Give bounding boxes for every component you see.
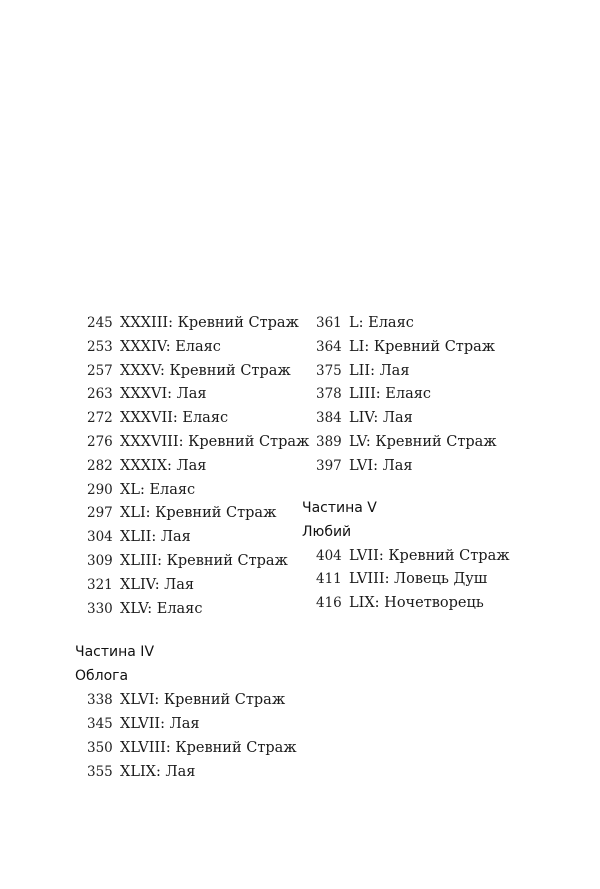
page-number: 355	[87, 763, 113, 780]
page-number: 282	[87, 457, 113, 474]
chapter-title: XXXVIII: Кревний Страж	[120, 433, 310, 450]
toc-entry	[87, 336, 307, 360]
toc-entry	[316, 592, 546, 616]
page-number: 345	[87, 716, 113, 733]
toc-entry	[87, 574, 307, 598]
chapter-title: XXXVII: Елаяс	[120, 410, 229, 427]
toc-entry	[87, 383, 307, 407]
part-name: Облога	[75, 668, 129, 685]
toc-list	[87, 689, 307, 784]
toc-entry	[87, 312, 307, 336]
page-number: 375	[316, 362, 342, 379]
page-number: 361	[316, 315, 342, 331]
page-number: 378	[316, 386, 342, 403]
chapter-title: XLVII: Лая	[120, 716, 200, 733]
toc-entry	[316, 545, 546, 569]
toc-entry	[316, 336, 546, 360]
toc-entry	[316, 568, 546, 592]
chapter-title: XLI: Кревний Страж	[120, 505, 277, 522]
part-label: Частина V	[302, 499, 377, 516]
toc-entry	[87, 737, 307, 761]
chapter-title: LIX: Ночетворець	[349, 595, 484, 612]
page-number: 257	[87, 362, 113, 379]
page-number: 404	[316, 547, 342, 564]
chapter-title: LVI: Лая	[349, 457, 413, 474]
toc-entry	[87, 713, 307, 737]
toc-entry	[87, 550, 307, 574]
chapter-title: XXXV: Кревний Страж	[120, 362, 291, 379]
chapter-title: LIII: Елаяс	[349, 386, 432, 403]
page-number: 397	[316, 457, 342, 474]
page-number: 389	[316, 433, 342, 450]
chapter-title: XL: Елаяс	[120, 481, 196, 498]
page-number: 304	[87, 529, 113, 546]
chapter-title: XLII: Лая	[120, 529, 191, 546]
part-label: Частина IV	[75, 644, 155, 661]
page-number: 253	[87, 338, 113, 355]
page-number: 364	[316, 338, 342, 355]
chapter-title: XLV: Елаяс	[120, 600, 203, 617]
page-number: 338	[87, 692, 113, 709]
page-number: 416	[316, 595, 342, 612]
toc-entry	[316, 383, 546, 407]
toc-entry	[87, 598, 307, 622]
toc-entry	[87, 360, 307, 384]
toc-entry	[87, 502, 307, 526]
toc-entry	[87, 689, 307, 713]
toc-entry	[87, 455, 307, 479]
part-heading-v	[302, 497, 546, 543]
chapter-title: XXXIII: Кревний Страж	[120, 315, 299, 331]
chapter-title: LVIII: Ловець Душ	[349, 571, 488, 588]
page-number: 290	[87, 481, 113, 498]
chapter-title: LV: Кревний Страж	[349, 433, 497, 450]
toc-entry	[87, 761, 307, 785]
part-heading-iv	[75, 641, 307, 687]
toc-entry	[87, 479, 307, 503]
chapter-title: LI: Кревний Страж	[349, 338, 496, 355]
chapter-title: XLIV: Лая	[120, 576, 195, 593]
chapter-title: XLVIII: Кревний Страж	[120, 739, 297, 756]
page-number: 384	[316, 410, 342, 427]
chapter-title: XLVI: Кревний Страж	[120, 692, 286, 709]
toc-list	[87, 312, 310, 621]
chapter-title: XXXVI: Лая	[120, 386, 207, 403]
toc-entry	[316, 407, 546, 431]
chapter-title: LII: Лая	[349, 362, 410, 379]
chapter-title: XXXIV: Елаяс	[120, 338, 221, 355]
toc-list	[316, 545, 546, 616]
toc-entry	[87, 431, 310, 455]
toc-entry	[87, 407, 307, 431]
toc-entry	[316, 431, 546, 455]
toc-column-left	[75, 312, 310, 785]
page-number: 330	[87, 600, 113, 617]
toc-entry	[87, 526, 307, 550]
chapter-title: LIV: Лая	[349, 410, 413, 427]
page-number: 272	[87, 410, 113, 427]
chapter-title: L: Елаяс	[349, 315, 414, 331]
toc-column-right	[302, 312, 546, 616]
page-number: 350	[87, 739, 113, 756]
chapter-title: XLIX: Лая	[120, 763, 196, 780]
toc-entry	[316, 360, 546, 384]
toc-entry	[316, 312, 546, 336]
chapter-title: XXXIX: Лая	[120, 457, 207, 474]
page-number: 321	[87, 576, 113, 593]
chapter-title: XLIII: Кревний Страж	[120, 552, 288, 569]
part-name: Любий	[302, 523, 352, 540]
page-number: 276	[87, 433, 113, 450]
chapter-title: LVII: Кревний Страж	[349, 547, 510, 564]
page-number: 245	[87, 315, 113, 331]
page-number: 297	[87, 505, 113, 522]
toc-list	[316, 312, 546, 479]
page-number: 309	[87, 552, 113, 569]
page-number: 411	[316, 571, 342, 588]
toc-entry	[316, 455, 546, 479]
page-number: 263	[87, 386, 113, 403]
